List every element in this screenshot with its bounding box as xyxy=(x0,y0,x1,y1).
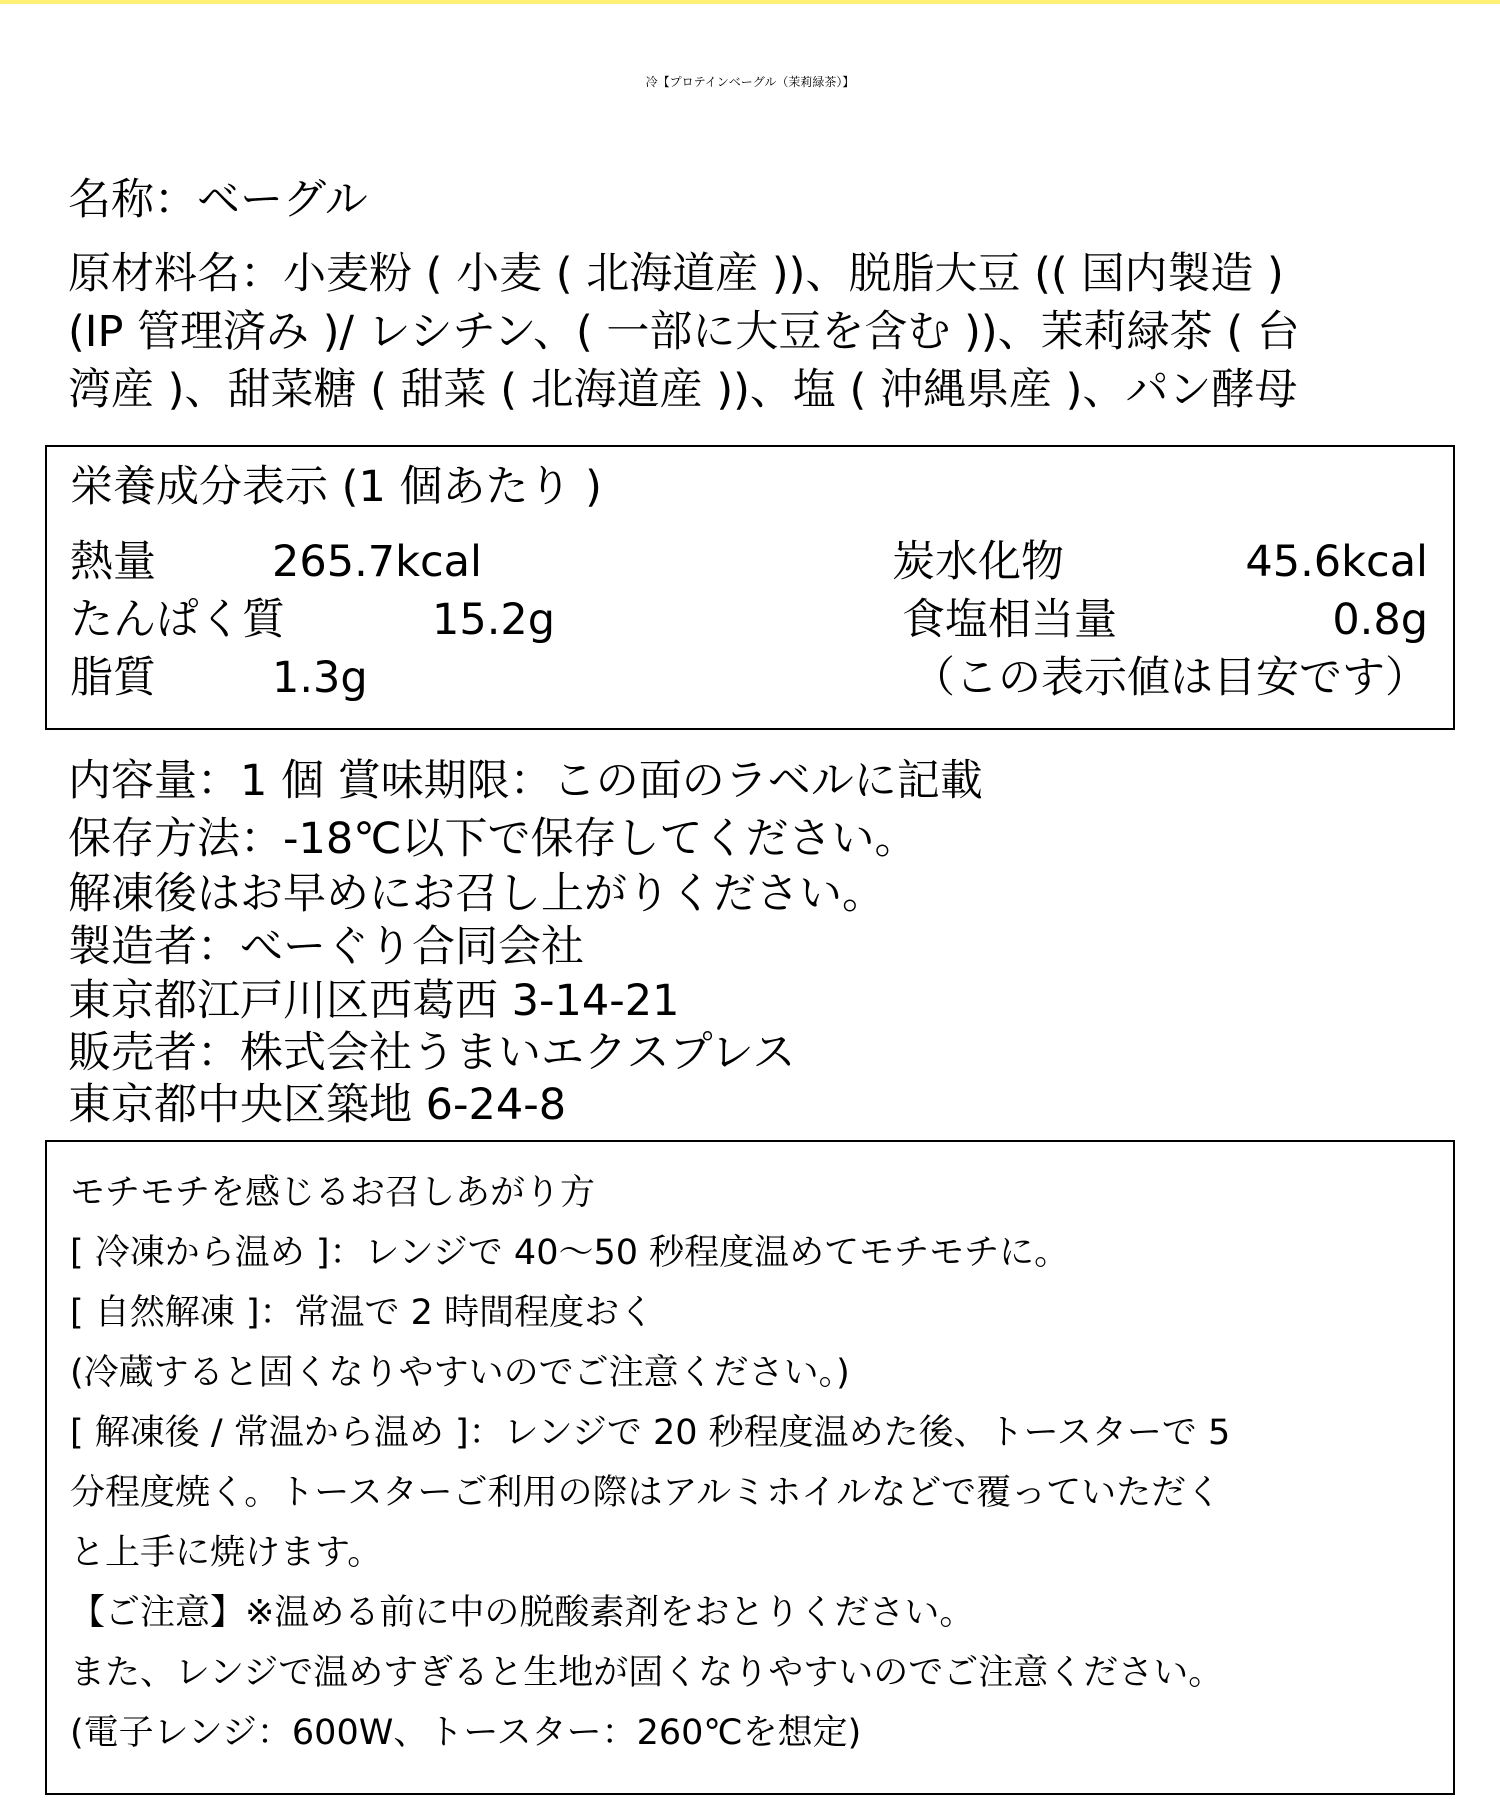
prep-line: [ 冷凍から温め ]：レンジで 40～50 秒程度温めてモチモチに。 xyxy=(70,1233,1070,1273)
seller-address: 東京都中央区築地 6-24-8 xyxy=(68,1080,567,1130)
caution-line: また、レンジで温めすぎると生地が固くなりやすいのでご注意ください。 xyxy=(70,1653,1224,1693)
nutrition-heading: 栄養成分表示 (1 個あたり ) xyxy=(70,462,602,512)
ingredients-line-3: 湾産 )、甜菜糖 ( 甜菜 ( 北海道産 ))、塩 ( 沖縄県産 )、パン酵母 xyxy=(68,365,1298,415)
salt-value: 0.8g xyxy=(1332,595,1428,645)
prep-line: [ 解凍後 / 常温から温め ]：レンジで 20 秒程度温めた後、トースターで 5 xyxy=(70,1413,1231,1453)
carb-label: 炭水化物 xyxy=(892,537,1064,587)
salt-label: 食塩相当量 xyxy=(902,595,1117,645)
ingredients-line-2: (IP 管理済み )/ レシチン、( 一部に大豆を含む ))、茉莉緑茶 ( 台 xyxy=(68,307,1300,357)
fat-value: 1.3g xyxy=(272,653,368,703)
caution-line: 【ご注意】※温める前に中の脱酸素剤をおとりください。 xyxy=(70,1593,975,1633)
energy-label: 熱量 xyxy=(70,537,156,587)
protein-label: たんぱく質 xyxy=(70,595,285,645)
content-and-expiry: 内容量：1 個 賞味期限：この面のラベルに記載 xyxy=(68,756,983,806)
prep-line: (冷蔵すると固くなりやすいのでご注意ください。) xyxy=(70,1353,850,1393)
nutrition-note: （この表示値は目安です） xyxy=(912,653,1428,703)
product-title: 冷【プロテインベーグル（茉莉緑茶）】 xyxy=(645,75,855,89)
ingredients-line-1: 原材料名：小麦粉 ( 小麦 ( 北海道産 ))、脱脂大豆 (( 国内製造 ) xyxy=(68,249,1284,299)
carb-value: 45.6kcal xyxy=(1245,537,1428,587)
prep-line: [ 自然解凍 ]：常温で 2 時間程度おく xyxy=(70,1293,655,1333)
prep-heading: モチモチを感じるお召しあがり方 xyxy=(70,1173,596,1213)
top-accent-bar xyxy=(0,0,1500,4)
energy-value: 265.7kcal xyxy=(272,537,482,587)
protein-value: 15.2g xyxy=(432,595,556,645)
nutrition-facts-box xyxy=(45,445,1455,730)
fat-label: 脂質 xyxy=(70,653,156,703)
appliance-note: (電子レンジ：600W、トースター：260℃を想定) xyxy=(70,1713,862,1753)
preparation-box xyxy=(45,1140,1455,1795)
manufacturer-address: 東京都江戸川区西葛西 3-14-21 xyxy=(68,976,680,1026)
product-name: 名称：ベーグル xyxy=(68,175,368,225)
seller: 販売者：株式会社うまいエクスプレス xyxy=(68,1028,796,1078)
prep-line: 分程度焼く。トースターご利用の際はアルミホイルなどで覆っていただく xyxy=(70,1473,1222,1513)
manufacturer: 製造者：べーぐり合同会社 xyxy=(68,922,584,972)
storage-method: 保存方法：-18℃以下で保存してください。 xyxy=(68,814,918,864)
thaw-note: 解凍後はお早めにお召し上がりください。 xyxy=(68,869,885,919)
prep-line: と上手に焼けます。 xyxy=(70,1533,383,1573)
